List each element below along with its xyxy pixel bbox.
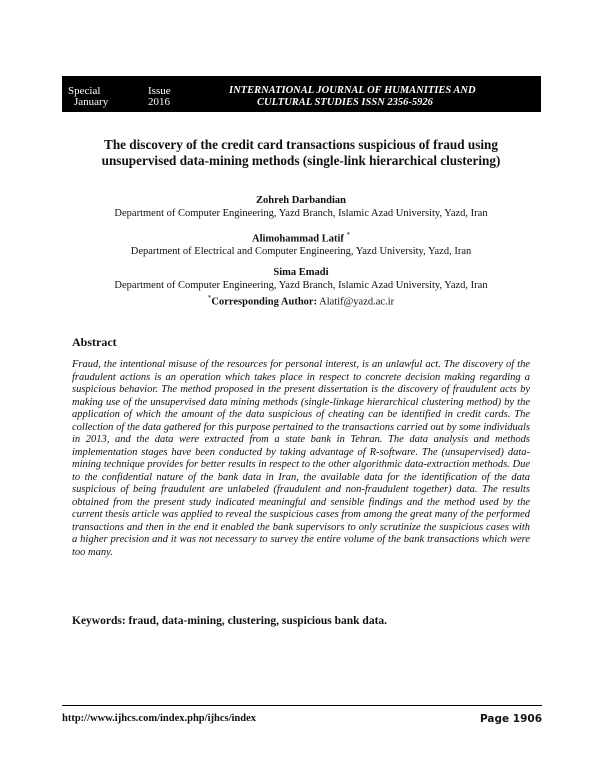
- author-affiliation: Department of Computer Engineering, Yazd Branch, Islamic Azad University, Yazd, Iran: [114, 207, 488, 219]
- keywords-text: : fraud, data-mining, clustering, suspicious bank data.: [121, 615, 388, 627]
- month-label: January: [74, 96, 109, 108]
- issue-label: Issue: [148, 85, 171, 97]
- keywords-label: Keywords: [72, 615, 122, 627]
- year-label: 2016: [148, 96, 170, 108]
- footer-url[interactable]: http://www.ijhcs.com/index.php/ijhcs/index: [62, 713, 256, 724]
- author-mark: *: [346, 231, 350, 239]
- author-name-text: Alimohammad Latif: [252, 233, 344, 245]
- header-issue-info: [68, 86, 108, 108]
- special-label: Special: [68, 85, 101, 97]
- author-name: Sima Emadi: [273, 267, 329, 278]
- page-number: Page 1906: [480, 713, 543, 725]
- journal-name-line1: INTERNATIONAL JOURNAL OF HUMANITIES AND: [229, 85, 476, 96]
- author-name: [62, 229, 540, 246]
- author-affiliation: Department of Electrical and Computer Engineering, Yazd University, Yazd, Iran: [130, 246, 472, 257]
- author-2: [62, 229, 540, 259]
- journal-name: [229, 85, 529, 109]
- footer-divider: [62, 705, 542, 706]
- abstract-heading: Abstract: [72, 335, 117, 349]
- corresponding-label: Corresponding Author:: [211, 296, 318, 308]
- corresponding-author: [62, 292, 540, 309]
- paper-title-line1: The discovery of the credit card transactions suspicious of fraud using: [104, 137, 498, 152]
- author-1: [62, 195, 540, 220]
- corresponding-email: Alatif@yazd.ac.ir: [319, 296, 395, 308]
- author-name: Zohreh Darbandian: [256, 195, 346, 206]
- abstract-text: Fraud, the intentional misuse of the resources for personal interest, is an unlawful act. The discovery of the fraudulent actions is an operation which takes place in respect to concrete decision making regarding a suspicious behavior. The method proposed in the present dissertation is the discovery of fraudulent acts by making use of the unsupervised data mining methods (single-linkage hierarchical clustering method) by the application of which the amount of the data suspicious of cheating can be identified in credit cards. The collection of the data gathered for this purpose pertained to the transactions carried out by some individuals in 2013, and the data were extracted from a state bank in Tehran. The data analysis and methods implementation stages have been conducted by taking advantage of R-software. The (unsupervised) data-mining technique provides for better results in respect to the other algorithmic data-extraction methods. Due to the confidential nature of the bank data in Iran, the available data for the identification of the data suspicious of being fraudulent are unlabeled (fraudulent and non-fraudulent together) data. The results obtained from the present study indicated meaningful and sensible findings and the method used by the current thesis article was applied to reveal the suspicious cases from among the great many of the performed transactions and then in the end it enabled the bank supervisors to only scrutinize the suspicious cases with a higher precision and it was not necessary to survey the entire volume of the bank transactions which were too many.: [72, 359, 530, 558]
- header-year-info: [148, 86, 171, 108]
- author-3: [62, 267, 540, 309]
- author-affiliation: Department of Computer Engineering, Yazd Branch, Islamic Azad University, Yazd, Iran: [114, 279, 488, 291]
- corresponding-mark: *: [207, 294, 212, 302]
- paper-title-line2: unsupervised data-mining methods (single-link hierarchical clustering): [101, 153, 501, 168]
- keywords: [72, 615, 530, 627]
- paper-title: [62, 137, 540, 169]
- journal-header: [62, 76, 541, 112]
- journal-name-line2: CULTURAL STUDIES ISSN 2356-5926: [257, 97, 433, 108]
